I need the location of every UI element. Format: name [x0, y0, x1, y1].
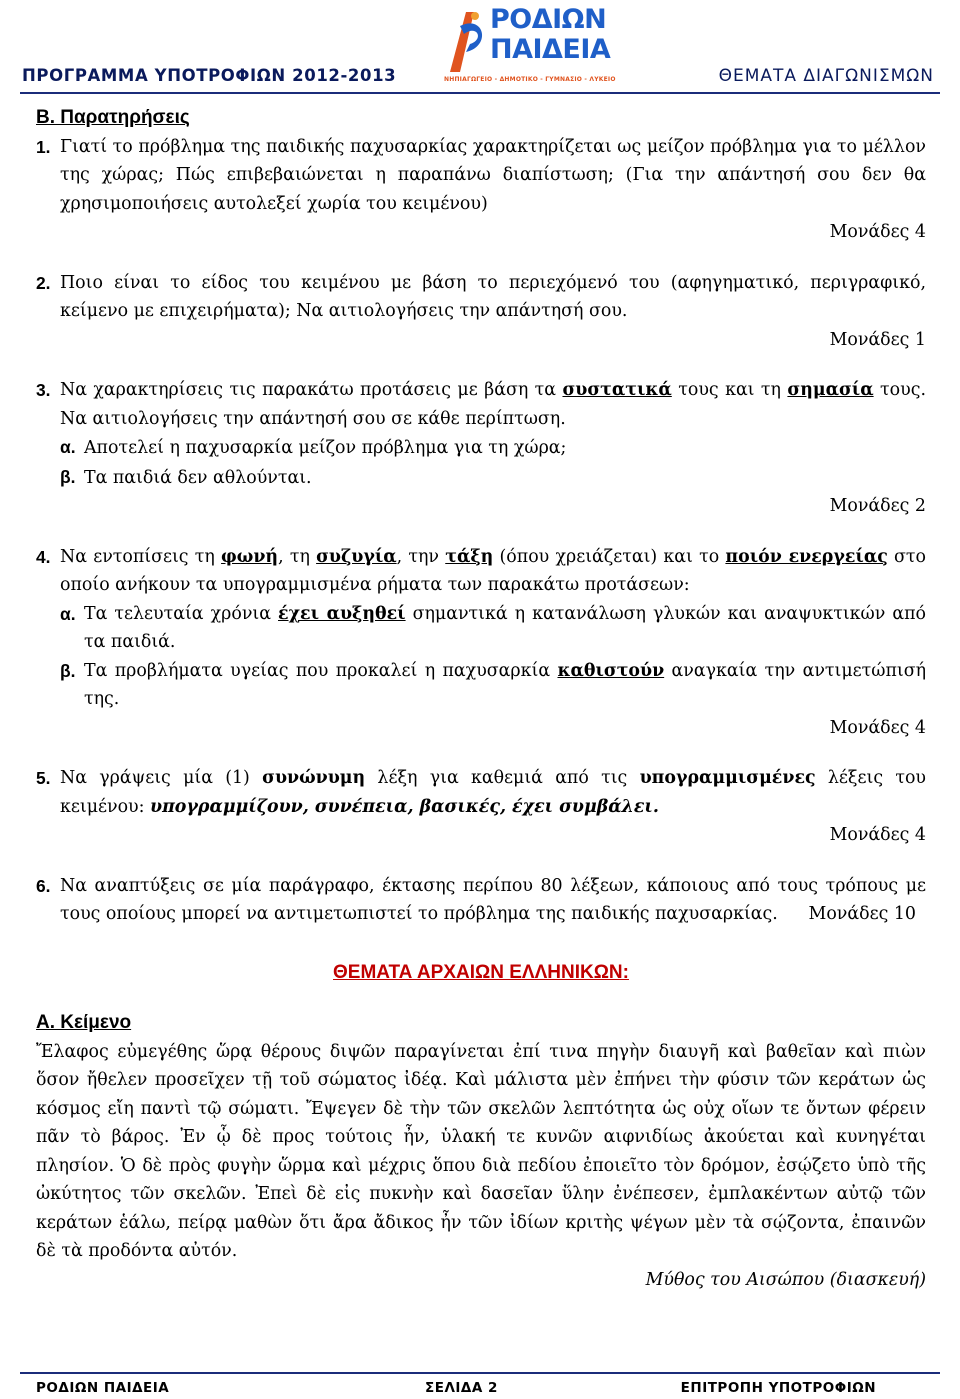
question-number: 3.	[36, 380, 51, 400]
question-number: 2.	[36, 272, 51, 293]
text-heading: Α. Κείμενο	[36, 1012, 132, 1033]
term-components: συστατικά	[562, 380, 672, 400]
page-number: ΣΕΛΙΔΑ 2	[425, 1380, 498, 1396]
header-divider	[20, 92, 940, 94]
question-1-marks: Μονάδες 4	[829, 222, 926, 242]
footer-left: ΡΟΔΙΩΝ ΠΑΙΔΕΙΑ	[36, 1380, 170, 1396]
section-title: Β. Παρατηρήσεις	[36, 107, 190, 128]
question-number: 6.	[36, 875, 51, 896]
sentence-a: α. Τα τελευταία χρόνια έχει αυξηθεί σημαντικά η κατανάλωση γλυκών και αναψυκτικών από τα παιδιά.	[60, 603, 926, 652]
term-class: τάξη	[445, 546, 494, 567]
question-1	[36, 133, 926, 219]
question-2	[36, 269, 926, 326]
question-3-marks: Μονάδες 2	[829, 496, 926, 516]
question-4	[36, 543, 926, 600]
program-title: ΠΡΟΓΡΑΜΜΑ ΥΠΟΤΡΟΦΙΩΝ 2012-2013	[22, 66, 397, 85]
term-conjugation: συζυγία	[316, 546, 397, 567]
question-6-marks: Μονάδες 10	[808, 904, 916, 924]
term-meaning: σημασία	[787, 380, 874, 400]
underlined-verb: καθιστούν	[557, 660, 665, 681]
logo-text-line2: ΠΑΙΔΕΙΑ	[490, 34, 611, 65]
question-text: Να εντοπίσεις τη φωνή, τη συζυγία, την τάξη (όπου χρειάζεται) και το ποιόν ενεργείας στο οποίο ανήκουν τα υπογραμμισμένα ρήματα των παρακάτω προτάσεων:	[60, 546, 926, 595]
question-text: Να αναπτύξεις σε μία παράγραφο, έκτασης περίπου 80 λέξεων, κάποιους από τους τρόπους με τους οποίους μπορεί να αντιμετωπιστεί το πρόβλημα της παιδικής παχυσαρκίας. Μονάδες 10	[60, 872, 926, 929]
page-content	[36, 102, 926, 1294]
sentence-b: β. Τα παιδιά δεν αθλούνται.	[60, 466, 312, 488]
question-5-marks: Μονάδες 4	[829, 825, 926, 845]
logo-text-line1: ΡΟΔΙΩΝ	[490, 4, 607, 35]
sentence-b: β. Τα προβλήματα υγείας που προκαλεί η παχυσαρκία καθιστούν αναγκαία την αντιμετώπισή της.	[60, 660, 926, 709]
question-2-marks: Μονάδες 1	[829, 329, 926, 350]
question-number: 1.	[36, 136, 51, 157]
question-number: 5.	[36, 768, 51, 788]
exam-title: ΘΕΜΑΤΑ ΔΙΑΓΩΝΙΣΜΩΝ	[718, 66, 934, 86]
question-number: 4.	[36, 546, 51, 567]
sentence-a: α. Αποτελεί η παχυσαρκία μείζον πρόβλημα για τη χώρα;	[60, 437, 567, 458]
footer-divider	[20, 1372, 940, 1374]
question-text: Ποιο είναι το είδος του κειμένου με βάση το περιεχόμενό του (αφηγηματικό, περιγραφικό, κείμενο με επιχειρήματα); Να αιτιολογήσεις την απάντησή σου.	[60, 272, 926, 321]
logo-subtitle: ΝΗΠΙΑΓΩΓΕΙΟ - ΔΗΜΟΤΙΚΟ - ΓΥΜΝΑΣΙΟ - ΛΥΚΕΙΟ	[444, 76, 616, 83]
text-source: Μύθος του Αισώπου (διασκευή)	[645, 1269, 926, 1290]
question-6	[36, 872, 926, 929]
term-aspect: ποιόν ενεργείας	[725, 546, 888, 567]
question-4-marks: Μονάδες 4	[829, 717, 926, 738]
term-voice: φωνή	[221, 546, 279, 567]
rodion-paideia-logo	[442, 4, 616, 90]
question-text: Να χαρακτηρίσεις τις παρακάτω προτάσεις με βάση τα συστατικά τους και τη σημασία τους. Να αιτιολογήσεις την απάντησή σου σε κάθε περίπτωση.	[60, 380, 926, 429]
ancient-greek-title: ΘΕΜΑΤΑ ΑΡΧΑΙΩΝ ΕΛΛΗΝΙΚΩΝ:	[333, 961, 629, 983]
question-5	[36, 764, 926, 821]
question-3	[36, 376, 926, 433]
question-text: Να γράψεις μία (1) συνώνυμη λέξη για καθεμιά από τις υπογραμμισμένες λέξεις του κειμένου: υπογραμμίζουν, συνέπεια, βασικές, έχει συμβάλει.	[60, 768, 926, 817]
logo-mark-icon	[444, 6, 492, 76]
ancient-text: Ἔλαφος εὐμεγέθης ὥρᾳ θέρους διψῶν παραγίνεται ἐπί τινα πηγὴν διαυγῆ καὶ βαθεῖαν καὶ πιὼν ὅσον ἤθελεν προσεῖχεν τῇ τοῦ σώματος ἰδέᾳ. Καὶ μάλιστα μὲν ἐπήνει τὴν φύσιν τῶν κεράτων ὡς κόσμος εἴη παντὶ τῷ σώματι. Ἔψεγεν δὲ τὴν τῶν σκελῶν λεπτότητα ὡς οὐχ οἵων τε ὄντων φέρειν πᾶν τὸ βάρος. Ἐν ᾧ δὲ προς τούτοις ἦν, ὑλακή τε κυνῶν αιφνιδίως ἀκούεται καὶ κυνηγέται πλησίον. Ὁ δὲ πρὸς φυγὴν ὥρμα καὶ μέχρις ὅπου διὰ πεδίου ἐποιεῖτο τὸν δρόμον, ἐσῴζετο ὑπὸ τῆς ὠκύτητος τῶν σκελῶν. Ἐπεὶ δὲ εἰς πυκνὴν καὶ δασεῖαν ὕλην ἐνέπεσεν, ἐμπλακέντων αὐτῷ τῶν κεράτων ἑάλω, πείρᾳ μαθὼν ὅτι ἄρα ἄδικος ἦν τῶν ἰδίων κριτὴς ψέγων μὲν τὰ σῴζοντα, ἐπαινῶν δὲ τὰ προδόντα αὐτόν.	[36, 1041, 926, 1261]
question-text: Γιατί το πρόβλημα της παιδικής παχυσαρκίας χαρακτηρίζεται ως μείζον πρόβλημα για το μέλλον της χώρας; Πώς επιβεβαιώνεται η παραπάνω διαπίστωση; (Για την απάντησή σου δεν θα χρησιμοποιήσεις αυτολεξεί χωρία του κειμένου)	[60, 136, 926, 214]
footer-right: ΕΠΙΤΡΟΠΗ ΥΠΟΤΡΟΦΙΩΝ	[680, 1380, 876, 1396]
underlined-verb: έχει αυξηθεί	[278, 603, 406, 624]
